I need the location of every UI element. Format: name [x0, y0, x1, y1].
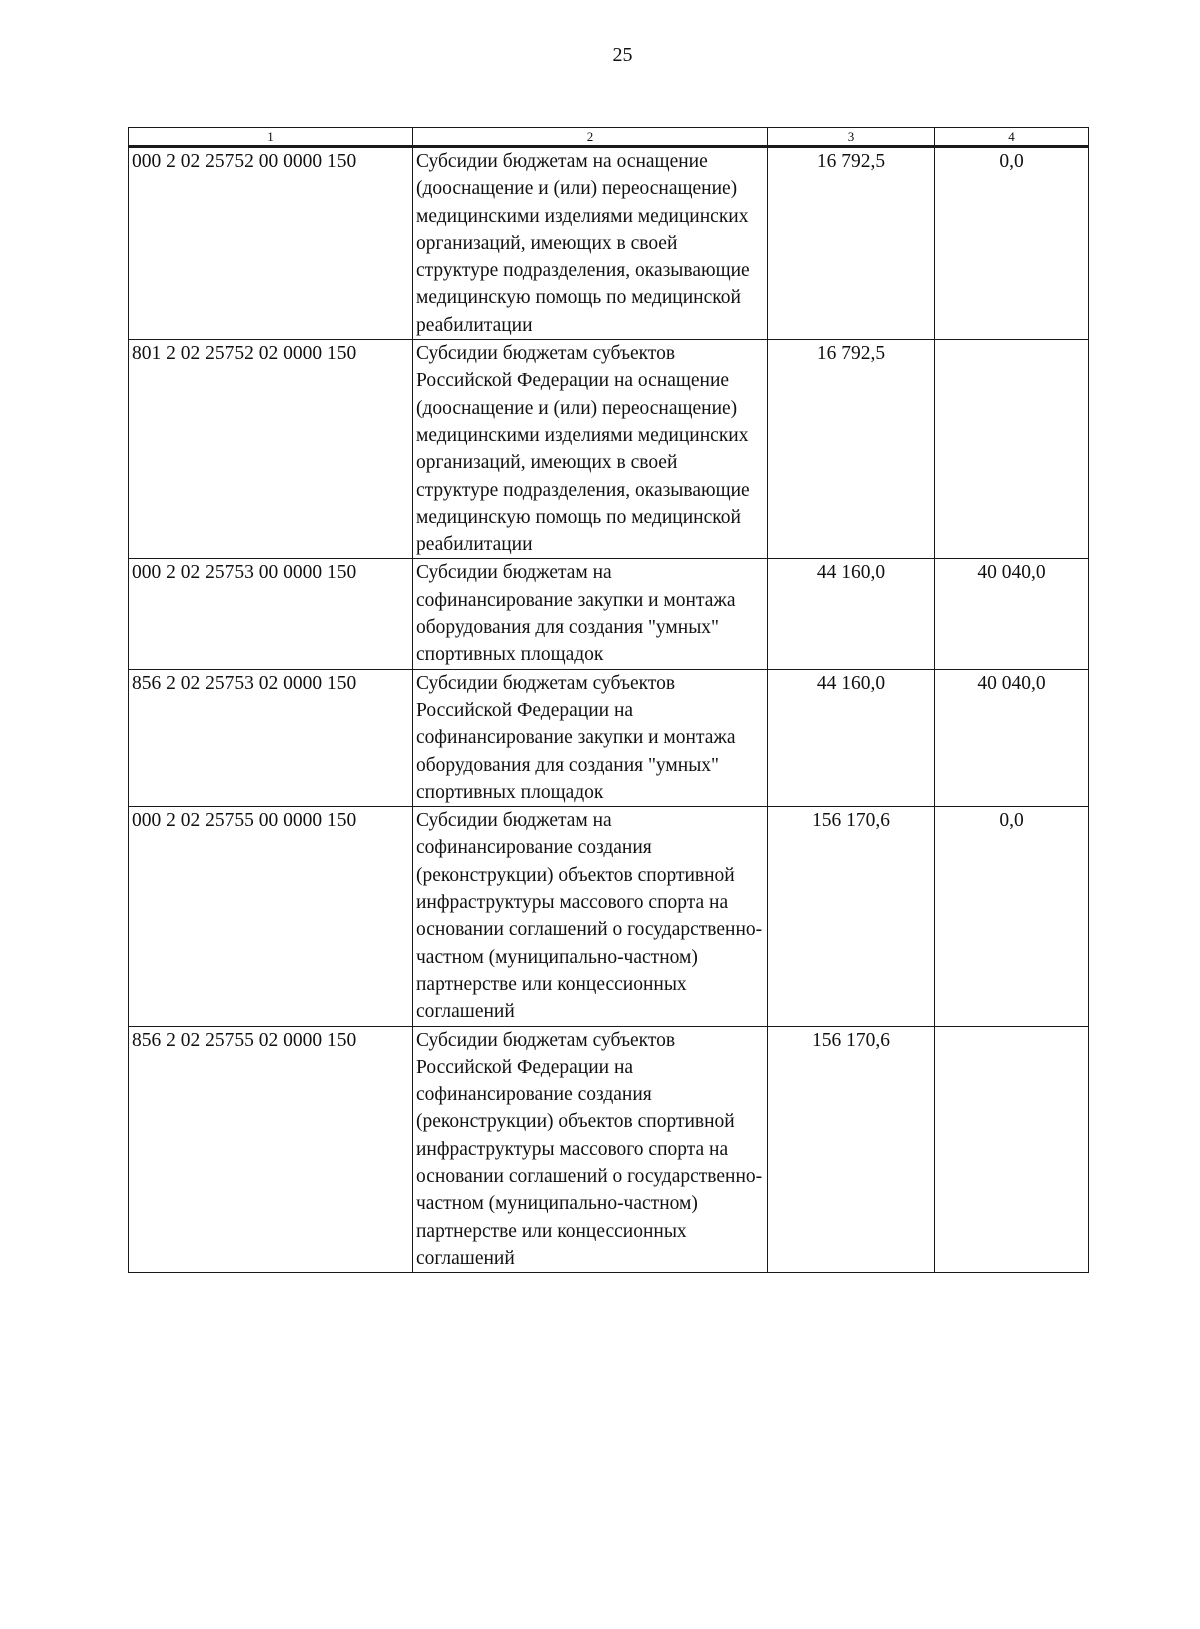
budget-table — [128, 127, 1089, 1273]
amount-col4: 0,0 — [935, 147, 1089, 340]
table-row — [129, 807, 1089, 1026]
table-header-row — [129, 128, 1089, 147]
amount-col4 — [935, 340, 1089, 559]
amount-col3: 156 170,6 — [768, 807, 935, 1026]
table-row — [129, 1026, 1089, 1273]
budget-code: 000 2 02 25752 00 0000 150 — [129, 147, 413, 340]
amount-col3: 16 792,5 — [768, 147, 935, 340]
amount-col4 — [935, 1026, 1089, 1273]
column-header-3: 3 — [768, 128, 935, 147]
amount-col3: 156 170,6 — [768, 1026, 935, 1273]
table-row — [129, 147, 1089, 340]
column-header-1: 1 — [129, 128, 413, 147]
budget-description: Субсидии бюджетам на софинансирование закупки и монтажа оборудования для создания "умных" спортивных площадок — [413, 559, 768, 669]
column-header-2: 2 — [413, 128, 768, 147]
amount-col4: 0,0 — [935, 807, 1089, 1026]
budget-code: 000 2 02 25753 00 0000 150 — [129, 559, 413, 669]
budget-code: 000 2 02 25755 00 0000 150 — [129, 807, 413, 1026]
budget-code: 856 2 02 25753 02 0000 150 — [129, 669, 413, 806]
table-row — [129, 340, 1089, 559]
budget-code: 856 2 02 25755 02 0000 150 — [129, 1026, 413, 1273]
amount-col4: 40 040,0 — [935, 669, 1089, 806]
amount-col3: 44 160,0 — [768, 559, 935, 669]
budget-description: Субсидии бюджетам на оснащение (дооснащение и (или) переоснащение) медицинскими изделиями медицинских организаций, имеющих в своей структуре подразделения, оказывающие медицинскую помощь по медицинской реабилитации — [413, 147, 768, 340]
amount-col3: 44 160,0 — [768, 669, 935, 806]
column-header-4: 4 — [935, 128, 1089, 147]
budget-description: Субсидии бюджетам субъектов Российской Федерации на софинансирование создания (реконструкции) объектов спортивной инфраструктуры массового спорта на основании соглашений о государственно-частном (муниципально-частном) партнерстве или концессионных соглашений — [413, 1026, 768, 1273]
page-number: 25 — [612, 44, 633, 66]
budget-description: Субсидии бюджетам субъектов Российской Федерации на софинансирование закупки и монтажа оборудования для создания "умных" спортивных площадок — [413, 669, 768, 806]
amount-col4: 40 040,0 — [935, 559, 1089, 669]
table-row — [129, 559, 1089, 669]
budget-description: Субсидии бюджетам субъектов Российской Федерации на оснащение (дооснащение и (или) переоснащение) медицинскими изделиями медицинских организаций, имеющих в своей структуре подразделения, оказывающие медицинскую помощь по медицинской реабилитации — [413, 340, 768, 559]
table-row — [129, 669, 1089, 806]
budget-description: Субсидии бюджетам на софинансирование создания (реконструкции) объектов спортивной инфраструктуры массового спорта на основании соглашений о государственно-частном (муниципально-частном) партнерстве или концессионных соглашений — [413, 807, 768, 1026]
amount-col3: 16 792,5 — [768, 340, 935, 559]
budget-code: 801 2 02 25752 02 0000 150 — [129, 340, 413, 559]
